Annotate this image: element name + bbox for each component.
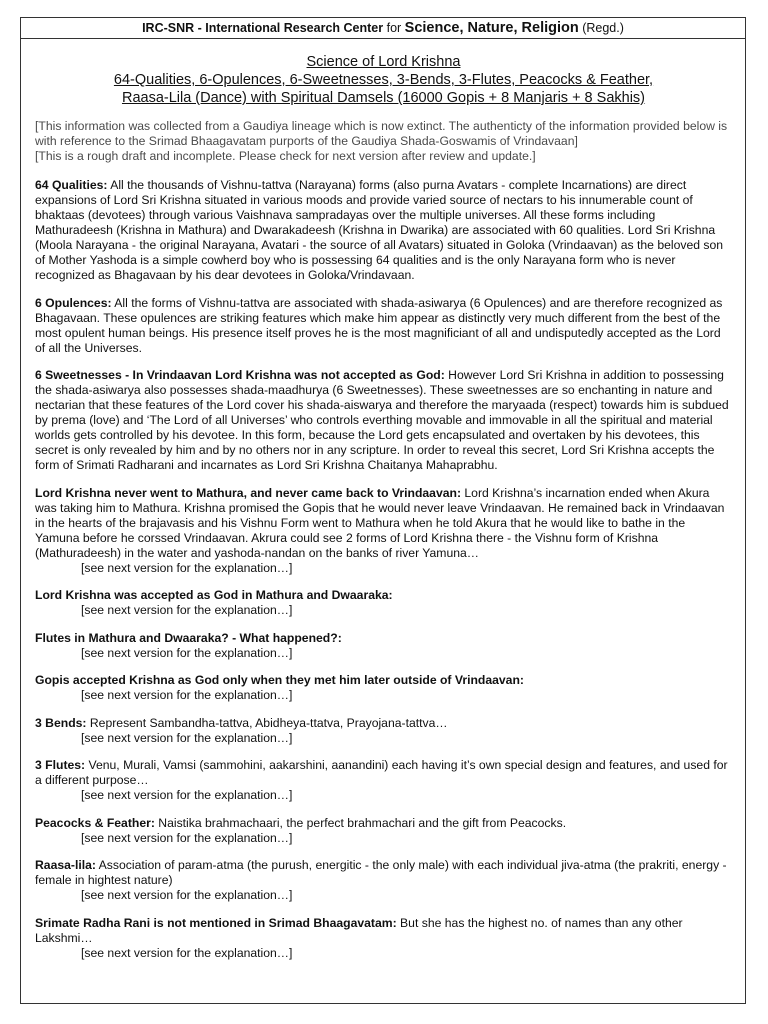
section-body: Represent Sambandha-tattva, Abidheya-ttatva, Prayojana-tattva…: [86, 715, 448, 730]
disclaimer-note: [35, 119, 732, 164]
org-for-word: for: [386, 21, 402, 35]
section-body: Lord Krishna’s incarnation ended when Akura was taking him to Mathura. Krishna promised the Gopis that he would never leave Vrindaavan. He remained back in Vrindaavan in the hearts of the brajavasis and his Vishnu Form went to Mathura when he told Akura that he would like to bathe in the Yamuna before he corssed Vrindaavan. Akrura could see 2 forms of Lord Krishna there - the Vishnu form of Krishna (Mathuradeesh) in the water and yashoda-nandan on the banks of river Yamuna…: [35, 485, 725, 560]
section-flutes-in-mathura: [35, 631, 732, 661]
see-next-version-note: [see next version for the explanation…]: [81, 688, 293, 702]
disclaimer-line: [This information was collected from a Gaudiya lineage which is now extinct. The authenticty of the information provided below is with reference to the Srimad Bhaagavatam purports of the Gaudiya Shada-Goswamis of Vrindavaan]: [35, 119, 728, 148]
draft-notice: [This is a rough draft and incomplete. Please check for next version after review and update.]: [35, 149, 536, 163]
section-heading: 6 Opulences:: [35, 295, 112, 310]
section-peacocks-feather: [35, 816, 732, 846]
section-heading: 3 Flutes:: [35, 758, 86, 772]
title-line-3: Raasa-Lila (Dance) with Spiritual Damsels (16000 Gopis + 8 Manjaris + 8 Sakhis): [121, 90, 646, 106]
section-heading: Flutes in Mathura and Dwaaraka? - What happened?:: [35, 630, 342, 645]
section-gopis-accepted: [35, 673, 732, 703]
see-next-version-note: [see next version for the explanation…]: [81, 888, 293, 902]
section-raasa-lila: [35, 858, 732, 903]
section-heading: Peacocks & Feather:: [35, 815, 155, 830]
title-line-2: 64-Qualities, 6-Opulences, 6-Sweetnesses, 3-Bends, 3-Flutes, Peacocks & Feather,: [113, 72, 654, 88]
document-title: [35, 53, 732, 107]
org-subjects: Science, Nature, Religion: [404, 20, 579, 36]
section-accepted-as-god: [35, 588, 732, 618]
see-next-version-note: [see next version for the explanation…]: [81, 645, 293, 660]
section-body: All the thousands of Vishnu-tattva (Narayana) forms (also purna Avatars - complete Incarnations) are direct expansions of Lord Sri Krishna situated in various moods and provide varied source of nectars to his innumerable count of bhaktaas (devotees) through various Vaishnava sampradayas over the multiple universes. All these forms including Mathuradeesh (Krishna in Mathura) and Dwarakadeesh (Krishna in Dwarika) are associated with 60 qualities. Lord Sri Krishna (Moola Narayana - the original Narayana, Avatari - the source of all Avatars) situated in Goloka (Vrindaavan) as the beloved son of Mother Yashoda is a simple cowherd boy who is possessing 64 qualities and is the only Narayana form who is never recognized as Bhagavaan by his dear devotees in Goloka/Vrindavaan.: [35, 178, 724, 282]
section-heading: Lord Krishna was accepted as God in Mathura and Dwaaraka:: [35, 588, 393, 602]
section-64-qualities: [35, 178, 732, 283]
section-heading: 6 Sweetnesses - In Vrindaavan Lord Krishna was not accepted as God:: [35, 368, 445, 382]
section-body: Naistika brahmachaari, the perfect brahmachari and the gift from Peacocks.: [154, 815, 567, 830]
section-6-sweetnesses: [35, 368, 732, 473]
see-next-version-note: [see next version for the explanation…]: [81, 945, 293, 960]
section-3-bends: [35, 716, 732, 746]
see-next-version-note: [see next version for the explanation…]: [81, 788, 293, 802]
section-body: All the forms of Vishnu-tattva are associated with shada-asiwarya (6 Opulences) and are therefore recognized as Bhagavaan. These opulences are striking features which make him appear as distinctly very much different from the best of the most opulent human beings. His presence itself proves he is the most magnificiant of all and undisputedly accepted as the Lord of all the Universes.: [35, 295, 723, 355]
section-body: However Lord Sri Krishna in addition to possessing the shada-asiwarya also possesses shada-maadhurya (6 Sweetnesses). These sweetnesses are so enchanting in nature and nectarian that these features of the Lord cover his shada-aiswarya and therefore the maryaada (respect) towards him is subdued by prema (love) and ‘The Lord of all Universes’ who controls everthing movable and immovable in all the spiritual and material worlds gets controlled by his devotee. In this form, because the Lord gets encapsulated and overtaken by his devotees, this secret is only revealed by him and by no others nor in any scripture. In order to reveal this secret, Lord Sri Krishna accepts the form of Srimati Radharani and incarnates as Lord Sri Krishna Chaitanya Mahaprabhu.: [35, 368, 729, 472]
section-heading: Srimate Radha Rani is not mentioned in Srimad Bhaagavatam:: [35, 915, 397, 930]
section-heading: Gopis accepted Krishna as God only when they met him later outside of Vrindaavan:: [35, 673, 524, 687]
section-never-went-to-mathura: [35, 486, 732, 576]
section-3-flutes: [35, 758, 732, 803]
see-next-version-note: [see next version for the explanation…]: [81, 560, 293, 575]
org-prefix: IRC-SNR - International Research Center: [142, 21, 384, 35]
see-next-version-note: [see next version for the explanation…]: [81, 603, 293, 617]
section-heading: Raasa-lila:: [35, 858, 96, 872]
see-next-version-note: [see next version for the explanation…]: [81, 830, 293, 845]
section-radha-rani: [35, 916, 732, 961]
section-heading: 64 Qualities:: [35, 178, 108, 192]
section-heading: Lord Krishna never went to Mathura, and never came back to Vrindaavan:: [35, 485, 462, 500]
section-6-opulences: [35, 296, 732, 356]
section-heading: 3 Bends:: [35, 715, 87, 730]
org-regd: (Regd.): [582, 21, 624, 35]
section-body: Venu, Murali, Vamsi (sammohini, aakarshini, aanandini) each having it’s own special design and features, and used for a different purpose…: [35, 758, 728, 787]
section-body: Association of param-atma (the purush, energitic - the only male) with each individual jiva-atma (the prakriti, energy - female in hightest nature): [35, 858, 727, 887]
section-body: But she has the highest no. of names than any other Lakshmi…: [35, 915, 683, 945]
document-body: [20, 38, 746, 1004]
see-next-version-note: [see next version for the explanation…]: [81, 730, 293, 745]
organization-header: [20, 17, 746, 39]
title-line-1: Science of Lord Krishna: [306, 54, 461, 70]
